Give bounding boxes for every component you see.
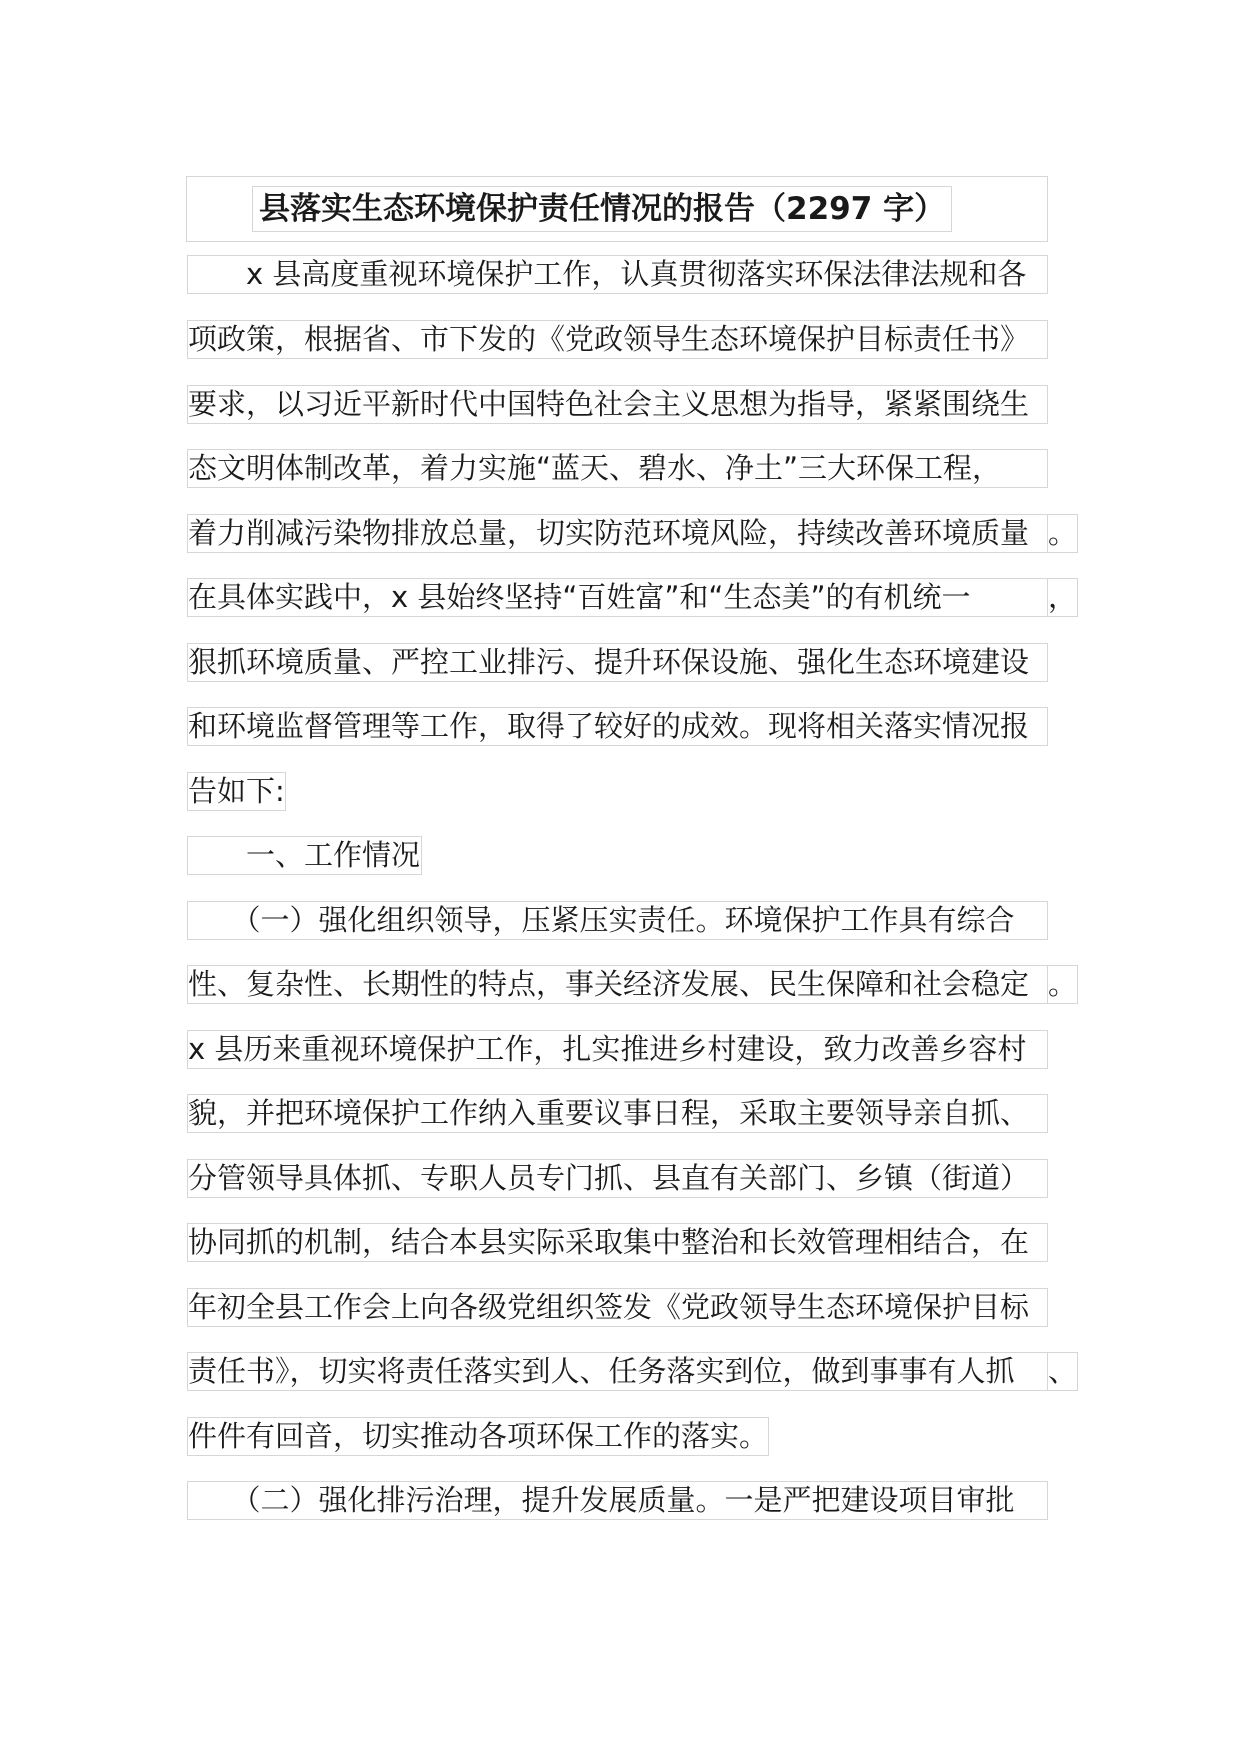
- paragraph-line: 和环境监督管理等工作，取得了较好的成效。现将相关落实情况报: [187, 707, 1048, 746]
- overflow-punctuation: 、: [1047, 1352, 1078, 1391]
- document-title: 县落实生态环境保护责任情况的报告（2297 字）: [252, 186, 952, 232]
- paragraph-line: 责任书》，切实将责任落实到人、任务落实到位，做到事事有人抓: [187, 1352, 1048, 1391]
- section-heading: 一、工作情况: [187, 836, 422, 875]
- paragraph-line: 项政策，根据省、市下发的《党政领导生态环境保护目标责任书》: [187, 320, 1048, 359]
- paragraph-line: 在具体实践中，x 县始终坚持“百姓富”和“生态美”的有机统一: [187, 578, 1048, 617]
- paragraph-line: 态文明体制改革，着力实施“蓝天、碧水、净土”三大环保工程，: [187, 449, 1048, 488]
- paragraph-line: 要求，以习近平新时代中国特色社会主义思想为指导，紧紧围绕生: [187, 385, 1048, 424]
- paragraph-line: x 县历来重视环境保护工作，扎实推进乡村建设，致力改善乡容村: [187, 1030, 1048, 1069]
- paragraph-line: 貌，并把环境保护工作纳入重要议事日程，采取主要领导亲自抓、: [187, 1094, 1048, 1133]
- paragraph-line: 分管领导具体抓、专职人员专门抓、县直有关部门、乡镇（街道）: [187, 1159, 1048, 1198]
- paragraph-line: 协同抓的机制，结合本县实际采取集中整治和长效管理相结合，在: [187, 1223, 1048, 1262]
- paragraph-line: （二）强化排污治理，提升发展质量。一是严把建设项目审批: [187, 1481, 1048, 1520]
- paragraph-line: x 县高度重视环境保护工作，认真贯彻落实环保法律法规和各: [187, 255, 1048, 294]
- paragraph-line: 着力削减污染物排放总量，切实防范环境风险，持续改善环境质量: [187, 514, 1048, 553]
- paragraph-line: （一）强化组织领导，压紧压实责任。环境保护工作具有综合: [187, 901, 1048, 940]
- paragraph-line: 狠抓环境质量、严控工业排污、提升环保设施、强化生态环境建设: [187, 643, 1048, 682]
- paragraph-line: 告如下:: [187, 772, 286, 811]
- paragraph-line: 性、复杂性、长期性的特点，事关经济发展、民生保障和社会稳定: [187, 965, 1048, 1004]
- paragraph-line: 年初全县工作会上向各级党组织签发《党政领导生态环境保护目标: [187, 1288, 1048, 1327]
- overflow-punctuation: 。: [1047, 965, 1078, 1004]
- overflow-punctuation: 。: [1047, 514, 1078, 553]
- overflow-punctuation: ，: [1047, 578, 1078, 617]
- paragraph-line: 件件有回音，切实推动各项环保工作的落实。: [187, 1417, 769, 1456]
